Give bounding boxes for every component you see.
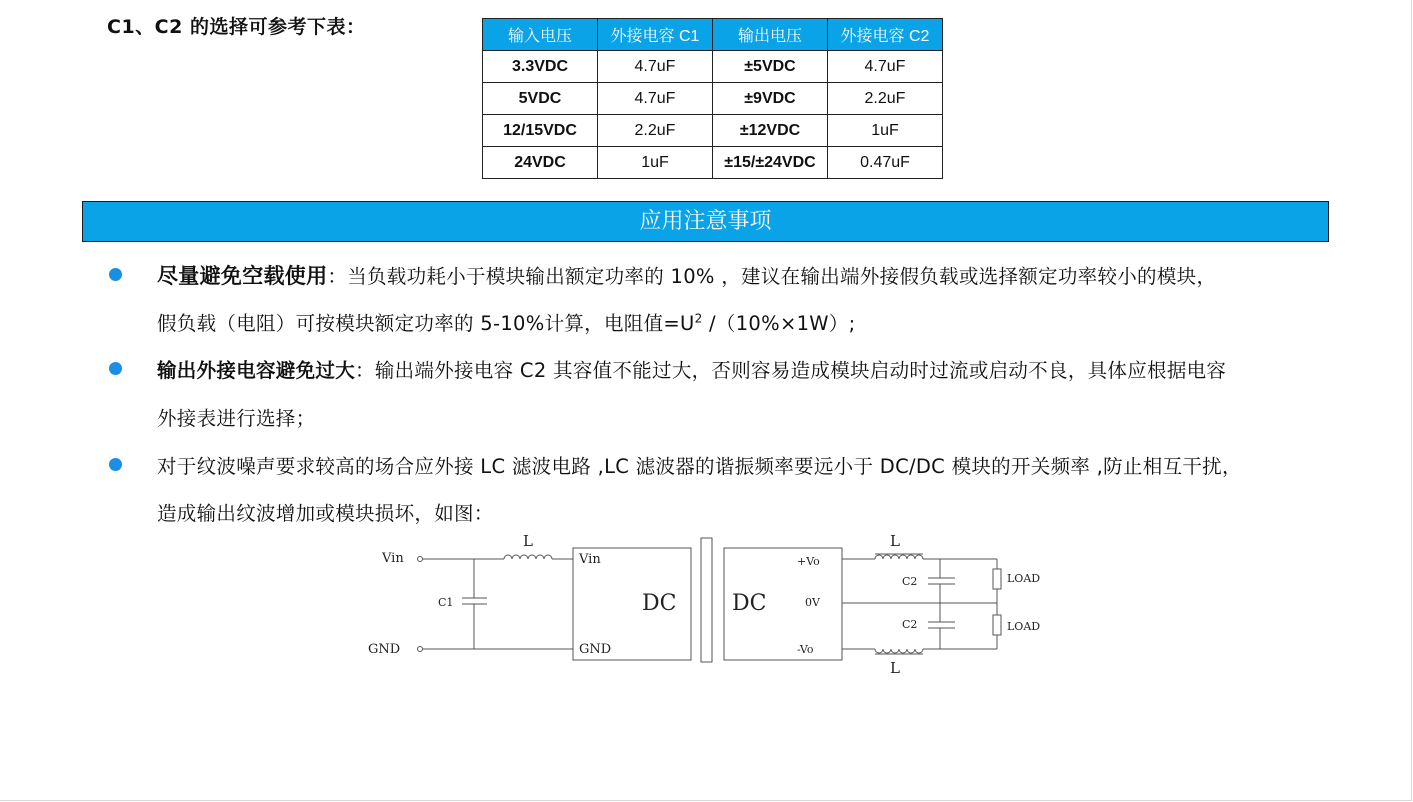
label-l-input: L — [523, 532, 533, 550]
section-banner: 应用注意事项 — [82, 201, 1329, 242]
table-row — [483, 115, 943, 147]
table-row — [483, 83, 943, 115]
cell-input-voltage: 3.3VDC — [483, 51, 598, 83]
cell-output-voltage: ±9VDC — [713, 83, 828, 115]
label-load-bottom: LOAD — [1007, 620, 1041, 633]
cell-c2: 2.2uF — [828, 83, 943, 115]
note-1-line-1 — [157, 260, 1216, 290]
bullet-dot — [109, 268, 122, 281]
label-minus-vo: -Vo — [797, 643, 814, 656]
note-2-title: 输出外接电容避免过大 — [157, 359, 356, 382]
lc-filter-circuit-diagram — [360, 530, 1060, 680]
cell-c1: 4.7uF — [598, 83, 713, 115]
table-row — [483, 147, 943, 179]
cell-input-voltage: 5VDC — [483, 83, 598, 115]
note-1-title: 尽量避免空载使用 — [157, 264, 328, 288]
label-l-output-top: L — [890, 532, 900, 550]
note-1-line-2-text: 假负载（电阻）可按模块额定功率的 5-10%计算，电阻值=U — [157, 312, 695, 335]
cell-output-voltage: ±12VDC — [713, 115, 828, 147]
header-capacitor-c2: 外接电容 C2 — [828, 19, 943, 51]
cell-output-voltage: ±15/±24VDC — [713, 147, 828, 179]
cell-c1: 2.2uF — [598, 115, 713, 147]
note-2-line-2: 外接表进行选择； — [157, 407, 316, 430]
capacitor-table — [482, 18, 943, 179]
table-heading: C1、C2 的选择可参考下表： — [107, 16, 366, 38]
label-box-vin: Vin — [579, 552, 601, 567]
label-l-output-bottom: L — [890, 659, 900, 677]
note-2-text: ：输出端外接电容 C2 其容值不能过大，否则容易造成模块启动时过流或启动不良，具体应根据电容 — [355, 359, 1227, 382]
note-1-text: ：当负载功耗小于模块输出额定功率的 10% ，建议在输出端外接假负载或选择额定功率较小的模块， — [327, 265, 1217, 288]
table-header-row — [483, 19, 943, 51]
bullet-dot — [109, 362, 122, 375]
note-3-line-2: 造成输出纹波增加或模块损坏，如图： — [157, 502, 494, 525]
cell-c1: 1uF — [598, 147, 713, 179]
header-capacitor-c1: 外接电容 C1 — [598, 19, 713, 51]
cell-c2: 0.47uF — [828, 147, 943, 179]
bullet-dot — [109, 458, 122, 471]
note-2-line-1 — [157, 355, 1226, 383]
label-dc-1: DC — [642, 591, 677, 616]
table-row — [483, 51, 943, 83]
note-1-line-2-tail: /（10%×1W）; — [709, 312, 856, 335]
cell-input-voltage: 24VDC — [483, 147, 598, 179]
label-c2-bottom: C2 — [902, 618, 918, 631]
cell-input-voltage: 12/15VDC — [483, 115, 598, 147]
note-3-line-1: 对于纹波噪声要求较高的场合应外接 LC 滤波电路 ,LC 滤波器的谐振频率要远小于 DC/DC 模块的开关频率 ,防止相互干扰， — [157, 455, 1242, 478]
header-output-voltage: 输出电压 — [713, 19, 828, 51]
note-1-line-2 — [157, 308, 856, 336]
label-gnd: GND — [368, 642, 401, 657]
cell-c2: 4.7uF — [828, 51, 943, 83]
label-box-gnd: GND — [579, 642, 612, 657]
label-load-top: LOAD — [1007, 572, 1041, 585]
label-c2-top: C2 — [902, 575, 918, 588]
superscript: 2 — [694, 311, 703, 326]
label-plus-vo: +Vo — [797, 555, 820, 568]
label-dc-2: DC — [732, 591, 767, 616]
header-input-voltage: 输入电压 — [483, 19, 598, 51]
cell-c2: 1uF — [828, 115, 943, 147]
label-vin: Vin — [382, 551, 404, 566]
cell-c1: 4.7uF — [598, 51, 713, 83]
cell-output-voltage: ±5VDC — [713, 51, 828, 83]
label-0v: 0V — [805, 596, 820, 609]
label-c1: C1 — [438, 596, 454, 609]
